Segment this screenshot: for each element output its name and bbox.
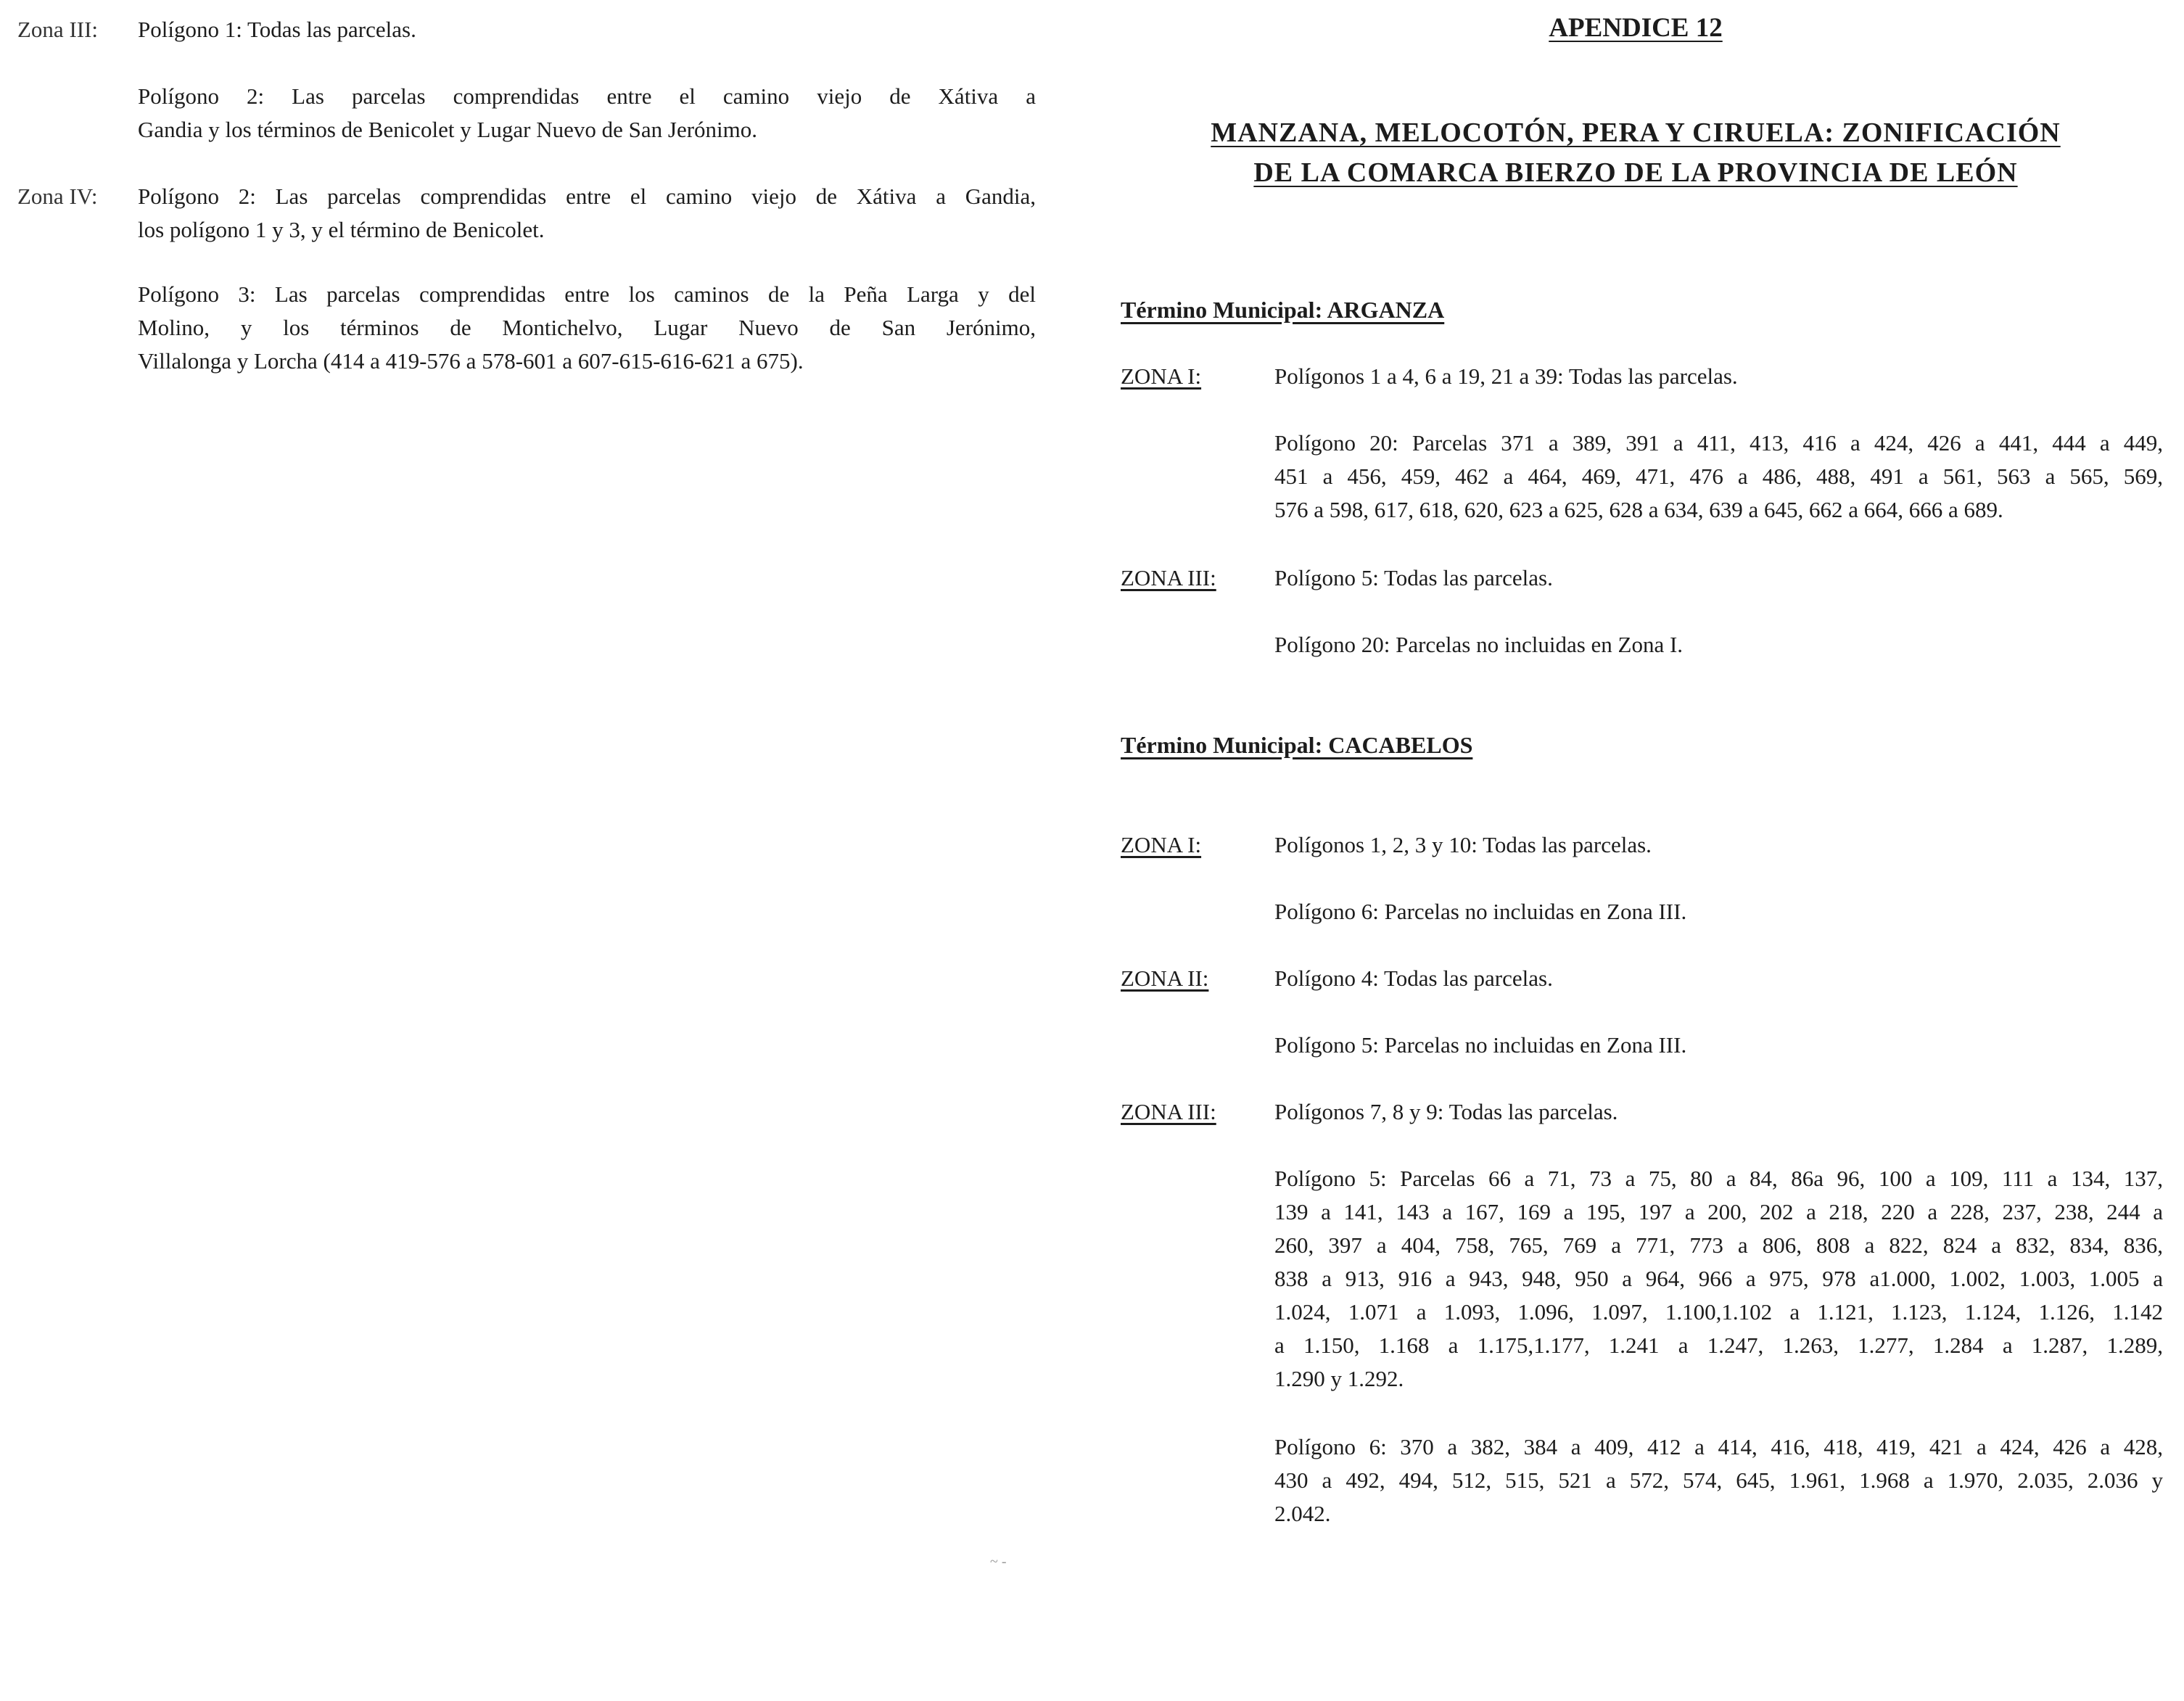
title-line: DE LA COMARCA BIERZO DE LA PROVINCIA DE LEÓN (1253, 157, 2018, 188)
text-line: Molino, y los términos de Montichelvo, Lugar Nuevo de San Jerónimo, (138, 315, 1036, 340)
title-line: MANZANA, MELOCOTÓN, PERA Y CIRUELA: ZONIFICACIÓN (1211, 118, 2061, 148)
text-line: Polígono 4: Todas las parcelas. (1274, 965, 1553, 991)
zona-iv-poligono-3-text (138, 278, 1036, 378)
text-line: Polígono 6: 370 a 382, 384 a 409, 412 a 414, 416, 418, 419, 421 a 424, 426 a 428, (1274, 1434, 2163, 1459)
text-line: Polígono 6: Parcelas no incluidas en Zona III. (1274, 899, 1687, 924)
text-line: Villalonga y Lorcha (414 a 419-576 a 578-601 a 607-615-616-621 a 675). (138, 348, 804, 374)
arganza-zona-iii-poligono-20-text (1274, 628, 2163, 662)
text-line: Polígono 1: Todas las parcelas. (138, 17, 416, 42)
document-title (1092, 113, 2180, 193)
cacabelos-zona-ii-poligono-5-text (1274, 1029, 2163, 1062)
text-line: 430 a 492, 494, 512, 515, 521 a 572, 574, 645, 1.961, 1.968 a 1.970, 2.035, 2.036 y (1274, 1467, 2163, 1493)
cacabelos-zona-ii-text (1274, 962, 2163, 995)
text-line: Polígono 2: Las parcelas comprendidas entre el camino viejo de Xátiva a Gandia, (138, 184, 1036, 209)
text-line: Polígono 2: Las parcelas comprendidas entre el camino viejo de Xátiva a (138, 83, 1036, 109)
page-number: ~ - (990, 1554, 1007, 1570)
text-line: los polígono 1 y 3, y el término de Benicolet. (138, 217, 545, 242)
cacabelos-zona-iii-text (1274, 1095, 2163, 1129)
text-line: 1.290 y 1.292. (1274, 1366, 1404, 1391)
left-page (0, 0, 1059, 1701)
zona-iii-poligono-1-text (138, 13, 1036, 46)
text-line: 260, 397 a 404, 758, 765, 769 a 771, 773 a 806, 808 a 822, 824 a 832, 834, 836, (1274, 1232, 2163, 1258)
zona-iv-poligono-2-text (138, 180, 1036, 247)
text-line: Polígono 5: Todas las parcelas. (1274, 565, 1553, 590)
municipio-heading-arganza: Término Municipal: ARGANZA (1121, 297, 1445, 323)
text-line: Polígono 5: Parcelas no incluidas en Zona III. (1274, 1032, 1687, 1058)
municipio-heading-cacabelos: Término Municipal: CACABELOS (1121, 732, 1473, 758)
text-line: Gandia y los términos de Benicolet y Lugar Nuevo de San Jerónimo. (138, 117, 758, 142)
cacabelos-zona-ii-label: ZONA II: (1121, 965, 1209, 991)
cacabelos-zona-iii-poligono-5-text (1274, 1162, 2163, 1396)
text-line: 838 a 913, 916 a 943, 948, 950 a 964, 966 a 975, 978 a1.000, 1.002, 1.003, 1.005 a (1274, 1266, 2163, 1291)
zona-iv-label: Zona IV: (17, 184, 98, 209)
text-line: Polígono 3: Las parcelas comprendidas entre los caminos de la Peña Larga y del (138, 281, 1036, 307)
text-line: Polígono 20: Parcelas 371 a 389, 391 a 411, 413, 416 a 424, 426 a 441, 444 a 449, (1274, 430, 2163, 456)
arganza-zona-iii-label: ZONA III: (1121, 565, 1216, 590)
text-line: Polígonos 1 a 4, 6 a 19, 21 a 39: Todas las parcelas. (1274, 363, 1738, 389)
text-line: Polígono 5: Parcelas 66 a 71, 73 a 75, 80 a 84, 86a 96, 100 a 109, 111 a 134, 137, (1274, 1166, 2163, 1191)
appendix-title: APENDICE 12 (1549, 13, 1723, 43)
arganza-zona-i-text (1274, 360, 2163, 393)
text-line: 2.042. (1274, 1501, 1331, 1526)
text-line: 1.024, 1.071 a 1.093, 1.096, 1.097, 1.100,1.102 a 1.121, 1.123, 1.124, 1.126, 1.142 (1274, 1299, 2163, 1325)
cacabelos-zona-i-label: ZONA I: (1121, 832, 1202, 857)
text-line: 139 a 141, 143 a 167, 169 a 195, 197 a 200, 202 a 218, 220 a 228, 237, 238, 244 a (1274, 1199, 2163, 1224)
text-line: 576 a 598, 617, 618, 620, 623 a 625, 628 a 634, 639 a 645, 662 a 664, 666 a 689. (1274, 497, 2003, 522)
cacabelos-zona-iii-label: ZONA III: (1121, 1099, 1216, 1124)
zona-iii-label: Zona III: (17, 17, 99, 42)
text-line: Polígonos 1, 2, 3 y 10: Todas las parcelas. (1274, 832, 1652, 857)
zona-iii-poligono-2-text (138, 80, 1036, 147)
arganza-zona-iii-text (1274, 561, 2163, 595)
cacabelos-zona-i-poligono-6-text (1274, 895, 2163, 928)
text-line: Polígono 20: Parcelas no incluidas en Zona I. (1274, 632, 1684, 657)
text-line: Polígonos 7, 8 y 9: Todas las parcelas. (1274, 1099, 1618, 1124)
cacabelos-zona-i-text (1274, 828, 2163, 862)
text-line: 451 a 456, 459, 462 a 464, 469, 471, 476 a 486, 488, 491 a 561, 563 a 565, 569, (1274, 464, 2163, 489)
text-line: a 1.150, 1.168 a 1.175,1.177, 1.241 a 1.247, 1.263, 1.277, 1.284 a 1.287, 1.289, (1274, 1333, 2163, 1358)
right-page (1092, 0, 2180, 1701)
arganza-zona-i-label: ZONA I: (1121, 363, 1202, 389)
arganza-zona-i-poligono-20-text (1274, 427, 2163, 527)
cacabelos-zona-iii-poligono-6-text (1274, 1430, 2163, 1531)
